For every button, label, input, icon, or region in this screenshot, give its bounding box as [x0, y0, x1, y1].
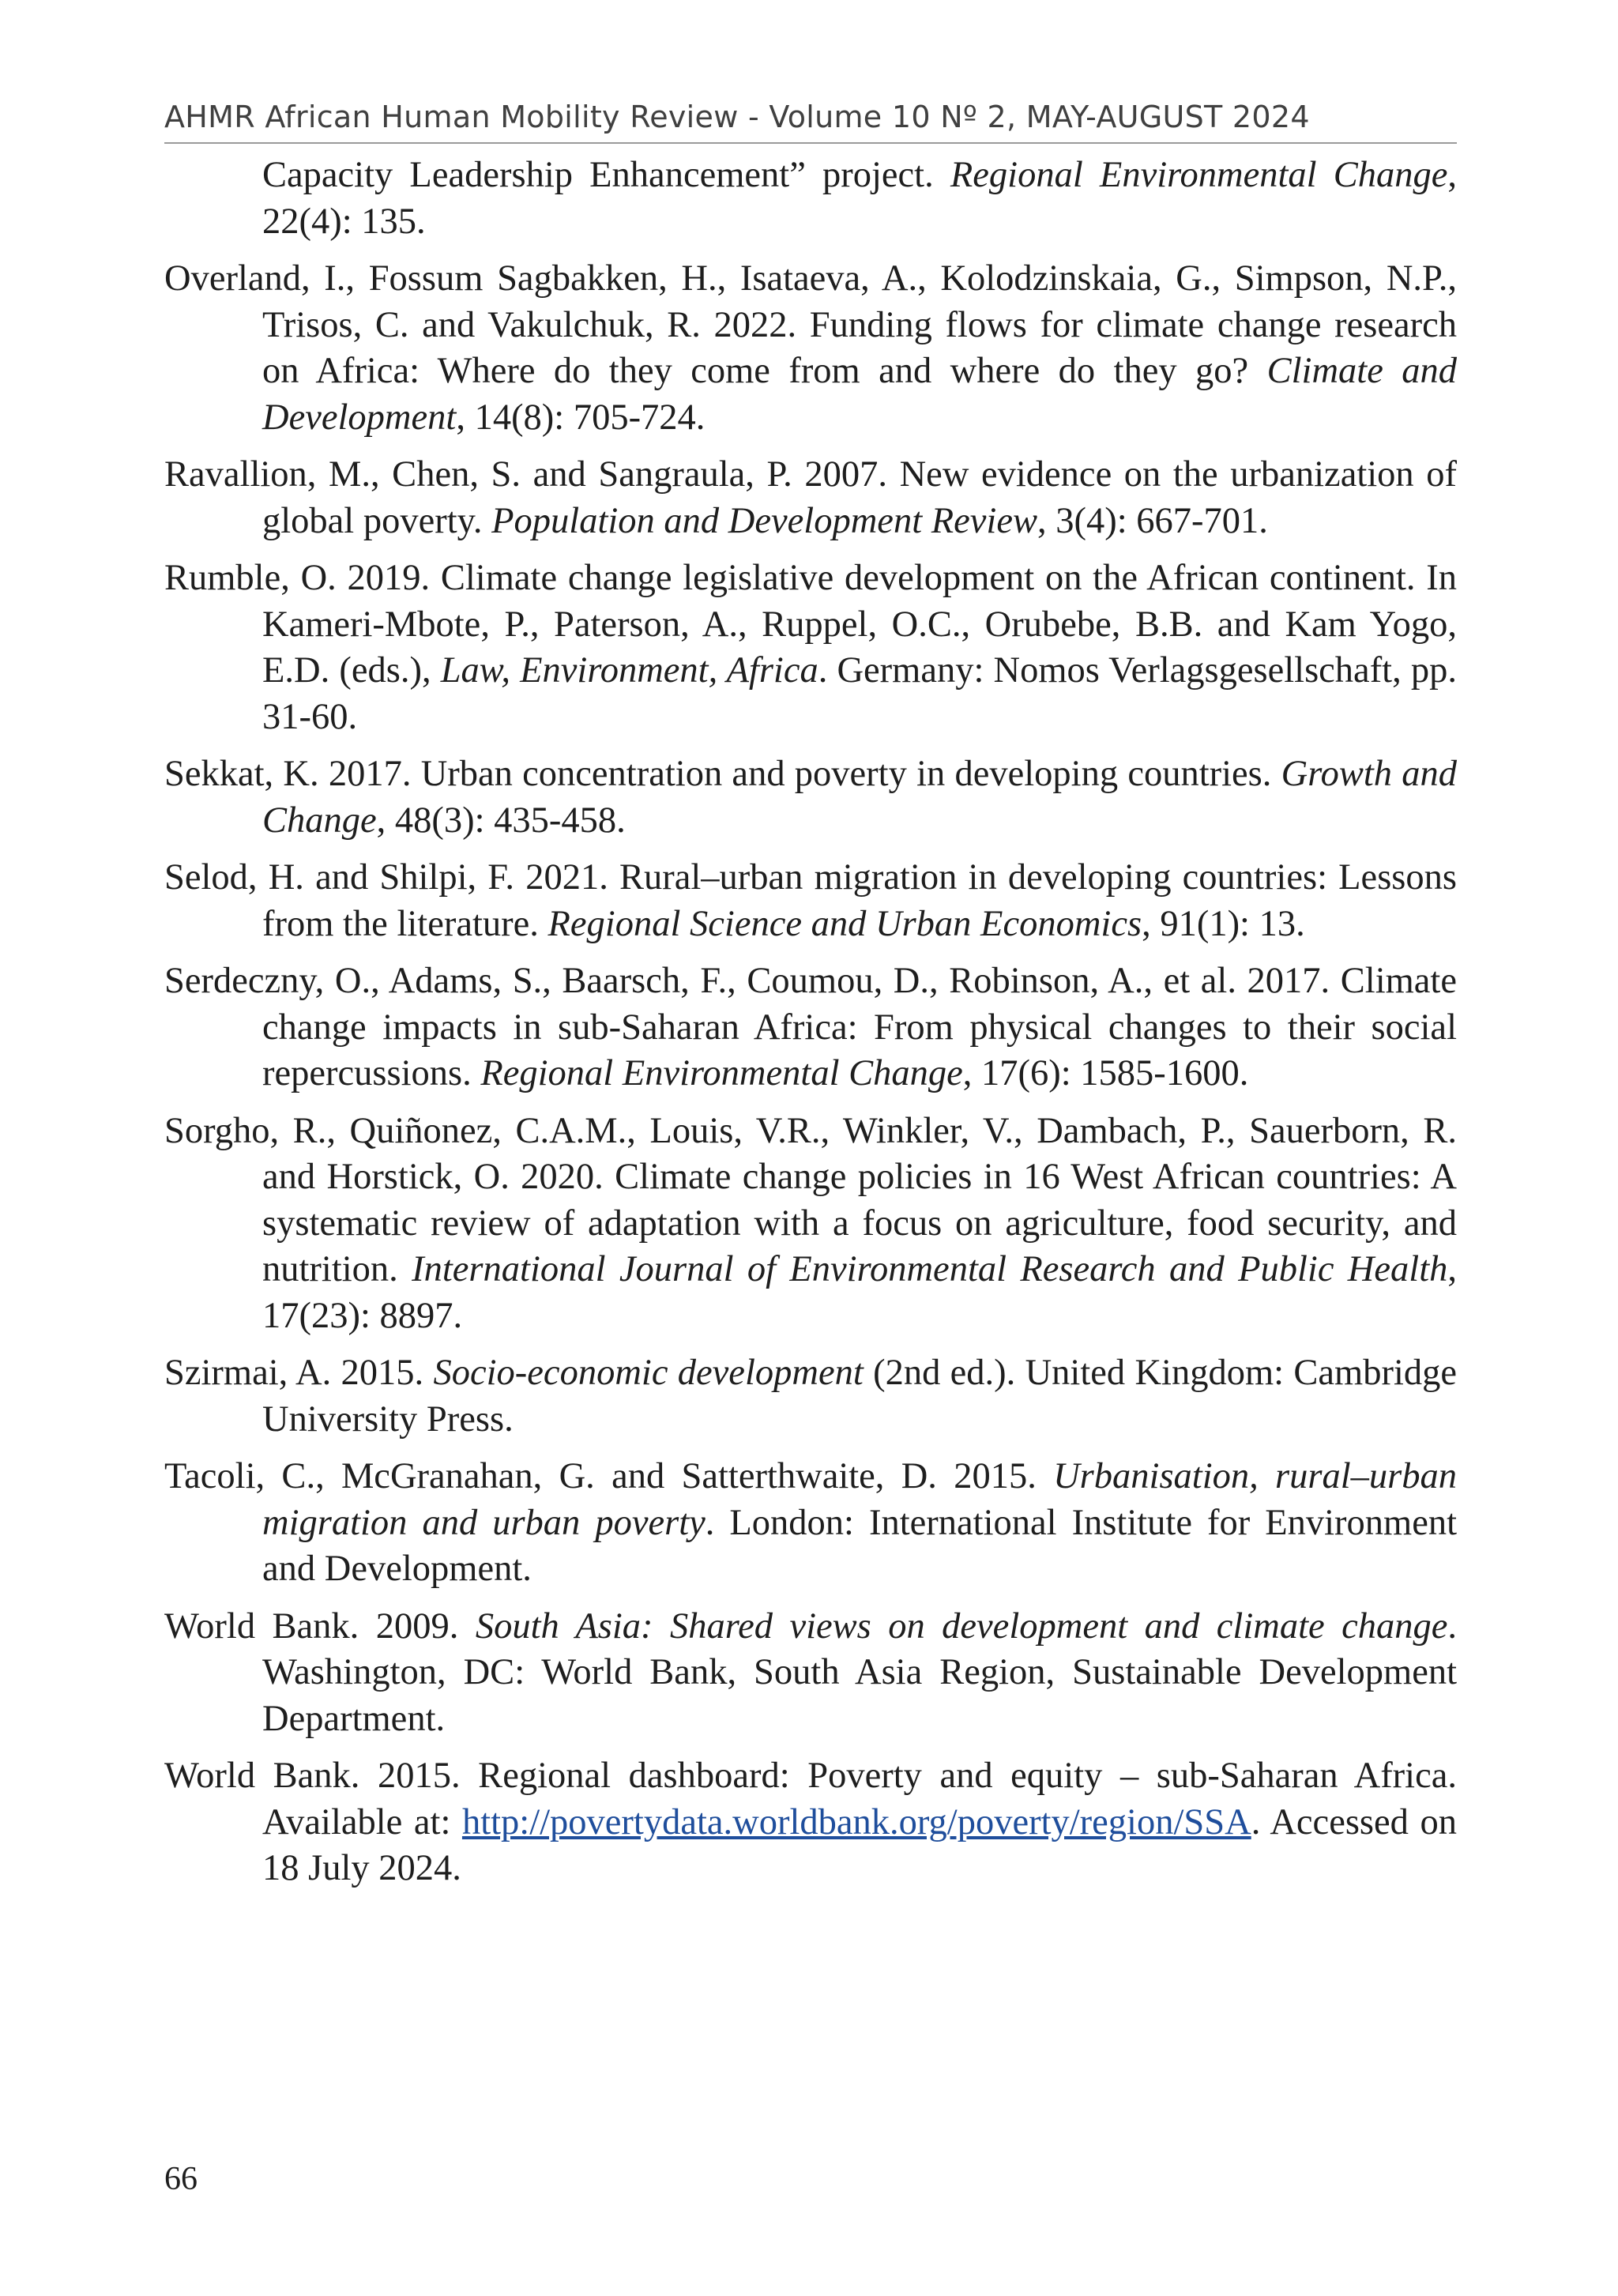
journal-title: Growth and Change	[262, 754, 1457, 841]
book-title: Socio-economic development	[433, 1353, 864, 1393]
reference-entry: Sorgho, R., Quiñonez, C.A.M., Louis, V.R., Winkler, V., Dambach, P., Sauerborn, R. and Horstick, O. 2020. Climate change policies in 16 West African countries: A systematic review of adaptation with a focus on agriculture, food security, and nutrition. International Journal of Environmental Research and Public Health, 17(23): 8897.	[164, 1110, 1457, 1336]
reference-list	[164, 152, 1457, 1903]
book-title: Law, Environment, Africa	[440, 650, 818, 691]
journal-title: Regional Science and Urban Economics	[547, 903, 1142, 944]
reference-entry: World Bank. 2015. Regional dashboard: Poverty and equity – sub-Saharan Africa. Available at: http://povertydata.worldbank.org/poverty/region/SSA. Accessed on 18 July 2024.	[164, 1756, 1457, 1888]
journal-title: International Journal of Environmental Research and Public Health	[412, 1249, 1448, 1289]
reference-entry: Rumble, O. 2019. Climate change legislative development on the African continent. In Kameri-Mbote, P., Paterson, A., Ruppel, O.C., Orubebe, B.B. and Kam Yogo, E.D. (eds.), Law, Environment, Africa. Germany: Nomos Verlagsgesellschaft, pp. 31-60.	[164, 558, 1457, 737]
reference-entry: Ravallion, M., Chen, S. and Sangraula, P. 2007. New evidence on the urbanization of global poverty. Population and Development Review, 3(4): 667-701.	[164, 454, 1457, 541]
reference-entry: Selod, H. and Shilpi, F. 2021. Rural–urban migration in developing countries: Lessons from the literature. Regional Science and Urban Economics, 91(1): 13.	[164, 857, 1457, 944]
journal-title: Climate and Development	[262, 351, 1457, 438]
journal-title: Regional Environmental Change	[480, 1053, 963, 1093]
reference-entry: Tacoli, C., McGranahan, G. and Satterthwaite, D. 2015. Urbanisation, rural–urban migration and urban poverty. London: International Institute for Environment and Development.	[164, 1456, 1457, 1589]
running-header: AHMR African Human Mobility Review - Volume 10 Nº 2, MAY-AUGUST 2024	[164, 100, 1310, 134]
journal-title: Regional Environmental Change	[950, 155, 1448, 195]
reference-entry: Serdeczny, O., Adams, S., Baarsch, F., Coumou, D., Robinson, A., et al. 2017. Climate change impacts in sub-Saharan Africa: From physical changes to their social repercussions. Regional Environmental Change, 17(6): 1585-1600.	[164, 961, 1457, 1093]
header-divider	[164, 142, 1457, 144]
reference-link[interactable]: http://povertydata.worldbank.org/poverty/region/SSA	[461, 1801, 1251, 1842]
reference-entry: Szirmai, A. 2015. Socio-economic development (2nd ed.). United Kingdom: Cambridge University Press.	[164, 1353, 1458, 1440]
reference-entry: Sekkat, K. 2017. Urban concentration and poverty in developing countries. Growth and Change, 48(3): 435-458.	[164, 754, 1457, 841]
reference-entry: World Bank. 2009. South Asia: Shared views on development and climate change. Washington, DC: World Bank, South Asia Region, Sustainable Development Department.	[164, 1605, 1458, 1739]
reference-entry: Capacity Leadership Enhancement” project. Regional Environmental Change, 22(4): 135.	[262, 155, 1457, 242]
book-title: South Asia: Shared views on development and climate change	[475, 1605, 1448, 1647]
page-number: 66	[164, 2161, 198, 2197]
journal-title: Population and Development Review	[491, 500, 1037, 541]
book-title: Urbanisation, rural–urban migration and urban poverty	[262, 1456, 1457, 1543]
reference-entry: Overland, I., Fossum Sagbakken, H., Isataeva, A., Kolodzinskaia, G., Simpson, N.P., Trisos, C. and Vakulchuk, R. 2022. Funding flows for climate change research on Africa: Where do they come from and where do they go? Climate and Development, 14(8): 705-724.	[164, 258, 1457, 438]
